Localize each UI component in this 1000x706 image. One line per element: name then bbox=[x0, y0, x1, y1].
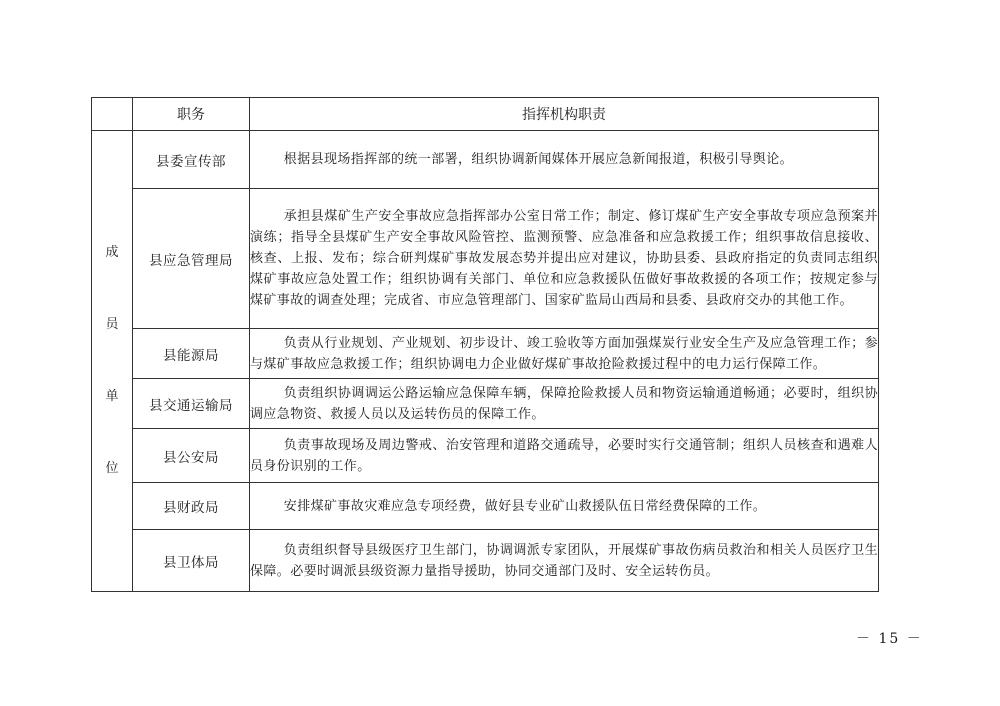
dept-duty: 负责从行业规划、产业规划、初步设计、竣工验收等方面加强煤炭行业安全生产及应急管理工作；参与煤矿事故应急救援工作；组织协调电力企业做好煤矿事故抢险救援过程中的电力运行保障工作。 bbox=[250, 329, 879, 379]
group-char: 成 bbox=[105, 245, 119, 260]
dept-name: 县能源局 bbox=[133, 329, 250, 379]
duty-table bbox=[91, 97, 879, 592]
table-row bbox=[92, 329, 879, 379]
table-row bbox=[92, 379, 879, 429]
table-row bbox=[92, 189, 879, 329]
header-empty bbox=[92, 98, 133, 131]
group-char: 单 bbox=[105, 389, 119, 404]
dept-name: 县卫体局 bbox=[133, 530, 250, 592]
table-row bbox=[92, 131, 879, 189]
header-position: 职务 bbox=[133, 98, 250, 131]
dept-duty: 承担县煤矿生产安全事故应急指挥部办公室日常工作；制定、修订煤矿生产安全事故专项应急预案并演练；指导全县煤矿生产安全事故风险管控、监测预警、应急准备和应急救援工作；组织事故信息接收、核查、上报、发布；综合研判煤矿事故发展态势并提出应对建议，协助县委、县政府指定的负责同志组织煤矿事故应急处置工作；组织协调有关部门、单位和应急救援队伍做好事故救援的各项工作；按规定参与煤矿事故的调查处理；完成省、市应急管理部门、国家矿监局山西局和县委、县政府交办的其他工作。 bbox=[250, 189, 879, 329]
dept-duty: 负责组织督导县级医疗卫生部门，协调调派专家团队，开展煤矿事故伤病员救治和相关人员医疗卫生保障。必要时调派县级资源力量指导援助，协同交通部门及时、安全运转伤员。 bbox=[250, 530, 879, 592]
table-row bbox=[92, 483, 879, 530]
page-number: － 15 － bbox=[856, 631, 923, 647]
dept-duty: 负责组织协调调运公路运输应急保障车辆，保障抢险救援人员和物资运输通道畅通；必要时，组织协调应急物资、救援人员以及运转伤员的保障工作。 bbox=[250, 379, 879, 429]
group-char: 员 bbox=[105, 317, 119, 332]
table-row bbox=[92, 429, 879, 483]
dept-duty: 根据县现场指挥部的统一部署，组织协调新闻媒体开展应急新闻报道，积极引导舆论。 bbox=[250, 131, 879, 189]
dept-duty: 安排煤矿事故灾难应急专项经费，做好县专业矿山救援队伍日常经费保障的工作。 bbox=[250, 483, 879, 530]
member-units-label bbox=[92, 131, 133, 592]
table-header-row bbox=[92, 98, 879, 131]
dept-name: 县交通运输局 bbox=[133, 379, 250, 429]
dept-name: 县委宣传部 bbox=[133, 131, 250, 189]
group-char: 位 bbox=[105, 461, 119, 476]
header-duties: 指挥机构职责 bbox=[250, 98, 879, 131]
table-row bbox=[92, 530, 879, 592]
dept-duty: 负责事故现场及周边警戒、治安管理和道路交通疏导，必要时实行交通管制；组织人员核查和遇难人员身份识别的工作。 bbox=[250, 429, 879, 483]
dept-name: 县公安局 bbox=[133, 429, 250, 483]
dept-name: 县财政局 bbox=[133, 483, 250, 530]
dept-name: 县应急管理局 bbox=[133, 189, 250, 329]
